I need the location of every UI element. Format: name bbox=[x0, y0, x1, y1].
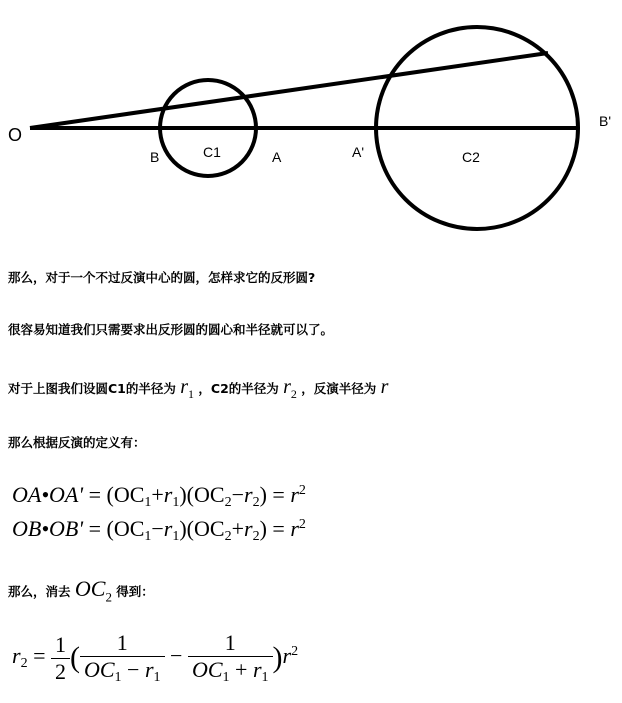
equation-ob: OB•OB' = $(OC_1-r_1)(OC_2+r_2) = r^2$ bbox=[12, 516, 306, 544]
label-a-prime: A' bbox=[352, 144, 365, 160]
label-b: B bbox=[150, 149, 160, 165]
radius-text-1: 对于上图我们设圆C1的半径为 bbox=[8, 381, 176, 396]
tangent-ray bbox=[30, 53, 548, 128]
r2-symbol: $r_2$ bbox=[283, 376, 297, 401]
eliminate-text-1: 那么，消去 bbox=[8, 584, 71, 599]
fraction-plus: $\frac{1}{OC_1 + r_1}$ bbox=[188, 630, 273, 686]
radius-text-2: ，C2的半径为 bbox=[198, 381, 279, 396]
label-o: O bbox=[8, 125, 23, 145]
fraction-minus: $\frac{1}{OC_1 - r_1}$ bbox=[80, 630, 165, 686]
label-c2: C2 bbox=[462, 149, 480, 165]
eliminate-line bbox=[8, 574, 154, 612]
inversion-diagram bbox=[0, 0, 622, 240]
label-c1: C1 bbox=[203, 144, 221, 160]
definition-intro-line: 那么根据反演的定义有： bbox=[8, 435, 146, 450]
r1-symbol: $r_1$ bbox=[180, 376, 195, 401]
explanation-line: 很容易知道我们只需要求出反形圆的圆心和半径就可以了。 bbox=[8, 322, 334, 337]
label-a: A bbox=[272, 149, 282, 165]
r-symbol: r bbox=[380, 376, 389, 398]
eliminate-text-2: 得到： bbox=[116, 584, 154, 599]
radius-text-3: ，反演半径为 bbox=[301, 381, 377, 396]
half-fraction: $\frac{1}{2}$ bbox=[51, 632, 70, 685]
radius-definition-line bbox=[8, 372, 388, 409]
label-b-prime: B' bbox=[599, 113, 612, 129]
oc2-symbol: $OC_2$ bbox=[74, 576, 112, 605]
question-line: 那么，对于一个不过反演中心的圆，怎样求它的反形圆? bbox=[8, 270, 316, 285]
equation-oa: OA•OA' = $(OC_1+r_1)(OC_2-r_2) = r^2$ bbox=[12, 482, 306, 510]
result-equation: $r_2$ = $\frac{1}{2}$ ( $\frac{1}{OC_1 - r_1}$ − $\frac{1}{OC_1 + r_1}$ )$r^2$ bbox=[12, 630, 299, 685]
